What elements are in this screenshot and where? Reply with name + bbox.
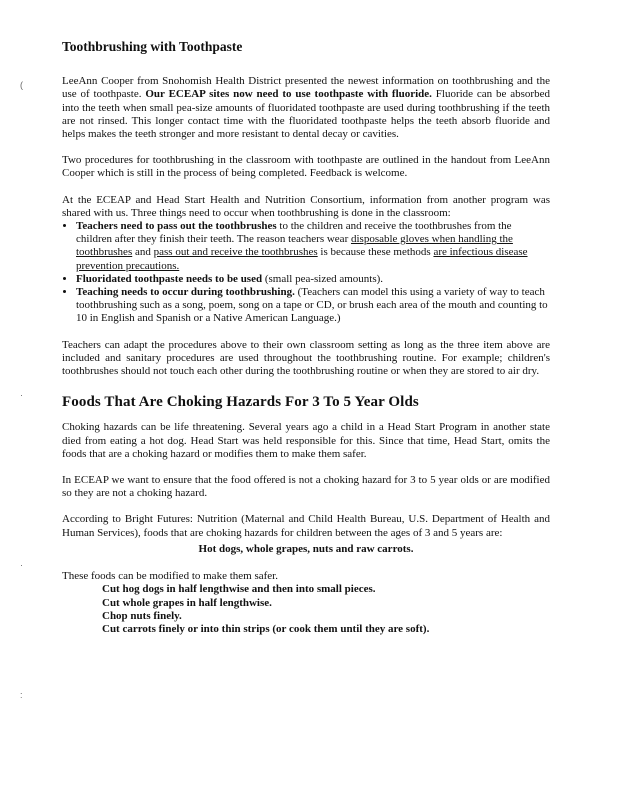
list-item-text: to the children and receive the toothbrushes from the children after they finish their teeth. The reason teachers wear — [76, 220, 512, 246]
list-item-text: is because these methods — [317, 246, 434, 259]
paragraph: Teachers can adapt the procedures above to their own classroom setting as long as the three item above are included and sanitary procedures are used throughout the toothbrushing routine. For example; children's toothbrushes should not touch each other during the toothbrushing routine or when they are stored to air dry. — [62, 338, 550, 378]
margin-mark: · — [20, 390, 23, 400]
list-item-text: (Teachers can model this using a variety of way to teach toothbrushing such as a song, poem, song on a tape or CD, or brush each area of the mouth and counting to 10 in English and Spanish or a Native American Language.) — [76, 286, 548, 325]
paragraph: These foods can be modified to make them safer. — [62, 570, 278, 583]
underlined-text: disposable gloves when handling the toothbrushes — [76, 233, 513, 259]
paragraph: Choking hazards can be life threatening. Several years ago a child in a Head Start Program in another state died from eating a hot dog. Head Start was held responsible for this. Since that time, Head Start, omits the foods that are a choking hazard or modifies them to make them safer. — [62, 421, 550, 460]
requirements-list — [62, 220, 550, 326]
margin-mark: : — [20, 690, 23, 700]
modification-item: Cut hog dogs in half lengthwise and then into small pieces. — [102, 583, 376, 596]
section-title-choking-hazards: Foods That Are Choking Hazards For 3 To 5 Year Olds — [62, 394, 419, 411]
underlined-text: are infectious disease prevention precautions. — [76, 246, 528, 272]
modification-item: Cut carrots finely or into thin strips (or cook them until they are soft). — [102, 622, 430, 635]
list-item — [76, 273, 550, 286]
paragraph: Two procedures for toothbrushing in the classroom with toothpaste are outlined in the handout from LeeAnn Cooper which is still in the process of being completed. Feedback is welcome. — [62, 154, 550, 180]
margin-mark: · — [20, 560, 23, 570]
hazard-foods-line: Hot dogs, whole grapes, nuts and raw carrots. — [198, 542, 414, 555]
list-item — [76, 286, 550, 326]
paragraph-text: LeeAnn Cooper from Snohomish Health District presented the newest information on toothbrushing and the use of toothpaste. — [62, 75, 550, 101]
margin-mark: ( — [20, 80, 23, 90]
emphasis-text: Teachers need to pass out the toothbrushes — [76, 220, 277, 233]
section-title-toothbrushing: Toothbrushing with Toothpaste — [62, 39, 243, 54]
underlined-text: pass out and receive the toothbrushes — [153, 246, 318, 259]
modification-item: Chop nuts finely. — [102, 609, 182, 622]
paragraph: At the ECEAP and Head Start Health and Nutrition Consortium, information from another program was shared with us. Three things need to occur when toothbrushing is done in the classroom: — [62, 193, 550, 219]
list-item-text: and — [132, 246, 154, 259]
emphasis-text: during toothbrushing. — [190, 286, 295, 299]
paragraph — [62, 75, 550, 141]
paragraph-text: Fluoride can be absorbed into the teeth when small pea-size amounts of fluoridated toothpaste are used during toothbrushing if the teeth are not rinsed. This longer contact time with the fluoridated toothpaste helps the teeth absorb fluoride and helps makes the teeth stronger and more resistant to dental decay or cavities. — [62, 88, 550, 141]
paragraph: According to Bright Futures: Nutrition (Maternal and Child Health Bureau, U.S. Department of Health and Human Services), foods that are choking hazards for children between the ages of 3 and 5 years are: — [62, 513, 550, 539]
paragraph: In ECEAP we want to ensure that the food offered is not a choking hazard for 3 to 5 year olds or are modified so they are not a choking hazard. — [62, 474, 550, 500]
emphasis-text: Our ECEAP sites now need to use toothpaste with fluoride. — [145, 88, 432, 101]
document-body — [62, 40, 550, 636]
list-item-text: (small pea-sized amounts). — [262, 272, 384, 285]
modifications-list — [102, 583, 550, 636]
list-item — [76, 220, 550, 273]
emphasis-text: Fluoridated toothpaste needs to be used — [76, 272, 263, 285]
emphasis-text: Teaching needs to occur — [76, 286, 191, 299]
modification-item: Cut whole grapes in half lengthwise. — [102, 596, 272, 609]
